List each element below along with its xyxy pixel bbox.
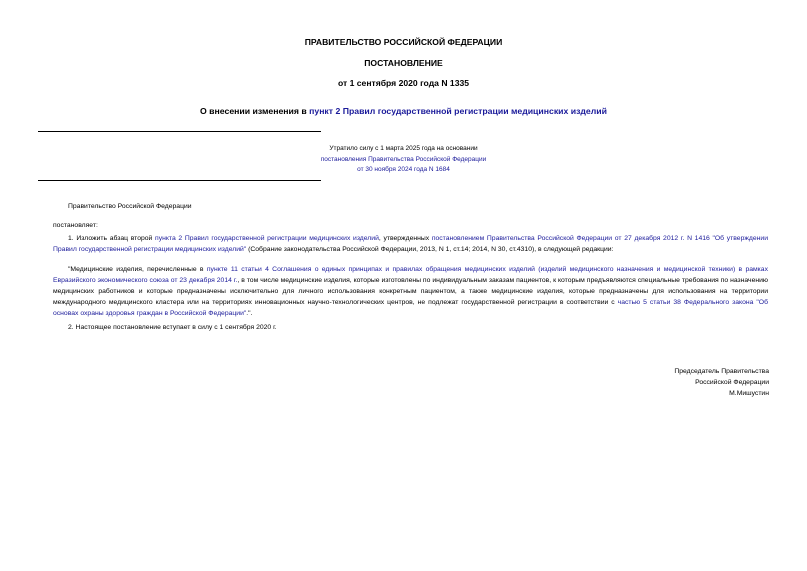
p1-text-b: , утвержденных <box>378 235 432 242</box>
government-heading: ПРАВИТЕЛЬСТВО РОССИЙСКОЙ ФЕДЕРАЦИИ <box>304 37 503 47</box>
intro-text: Правительство Российской Федерации <box>68 203 192 210</box>
quote-text-b: , в том числе медицинские изделия, которые изготовлены по индивидуальным заказам пациентов, к которым предъявляются специальные требования по назначению медицинских работников и которые предназначены исключительно для личного использования конкретным пациентом, а также медицинские изделия, которые предназначены для использования на территории международного медицинского кластера или на территориях инновационных научно-технологических центров, не подлежат государственной регистрации в соответствии с <box>53 277 768 306</box>
status-note-link-line2[interactable]: постановления Правительства Российской Федерации <box>320 155 487 163</box>
status-note <box>0 144 807 176</box>
quote-link-agreement[interactable]: пункте 11 статьи 4 Соглашения о единых принципах и правилах обращения медицинских изделий (изделий медицинского назначения и медицинской техники) в рамках Евразийского экономического союза от 23 декабря 2014 г. <box>53 266 768 284</box>
quote-text-c: .". <box>246 310 253 317</box>
signature-title: Председатель Правительства <box>674 368 769 375</box>
p1-text-c: (Собрание законодательства Российской Федерации, 2013, N 1, ст.14; 2014, N 30, ст.4310), в следующей редакции: <box>246 246 614 253</box>
signature-org: Российской Федерации <box>695 379 769 386</box>
signature-name: М.Мишустин <box>729 390 769 397</box>
decides-text: постановляет: <box>53 222 98 229</box>
document-type: ПОСТАНОВЛЕНИЕ <box>364 58 443 68</box>
p1-link-rules[interactable]: пункта 2 Правил государственной регистрации медицинских изделий <box>155 235 379 242</box>
signature-block <box>674 366 769 399</box>
status-note-link-line3[interactable]: от 30 ноября 2024 года N 1684 <box>357 166 450 173</box>
p1-link-resolution[interactable]: постановлением Правительства Российской Федерации от 27 декабря 2012 г. N 1416 "Об утверждении Правил государственной регистрации медицинских изделий" <box>53 235 769 253</box>
paragraph-2: 2. Настоящее постановление вступает в силу с 1 сентября 2020 г. <box>68 324 277 331</box>
status-note-line1: Утратило силу с 1 марта 2025 года на основании <box>329 145 478 152</box>
title-link[interactable]: пункт 2 Правил государственной регистрации медицинских изделий <box>309 106 607 116</box>
top-divider <box>38 131 321 132</box>
paragraph-1 <box>53 233 768 255</box>
quote-text-a: "Медицинские изделия, перечисленные в <box>68 266 207 273</box>
bottom-divider <box>38 180 321 181</box>
date-number: от 1 сентября 2020 года N 1335 <box>337 78 470 88</box>
p1-text-a: 1. Изложить абзац второй <box>68 235 156 242</box>
quote-link-federal-law[interactable]: частью 5 статьи 38 Федерального закона "Об основах охраны здоровья граждан в Российской Федерации" <box>53 299 768 317</box>
title-prefix: О внесении изменения в <box>200 106 310 116</box>
quoted-paragraph <box>53 264 768 319</box>
document-title <box>0 106 807 116</box>
